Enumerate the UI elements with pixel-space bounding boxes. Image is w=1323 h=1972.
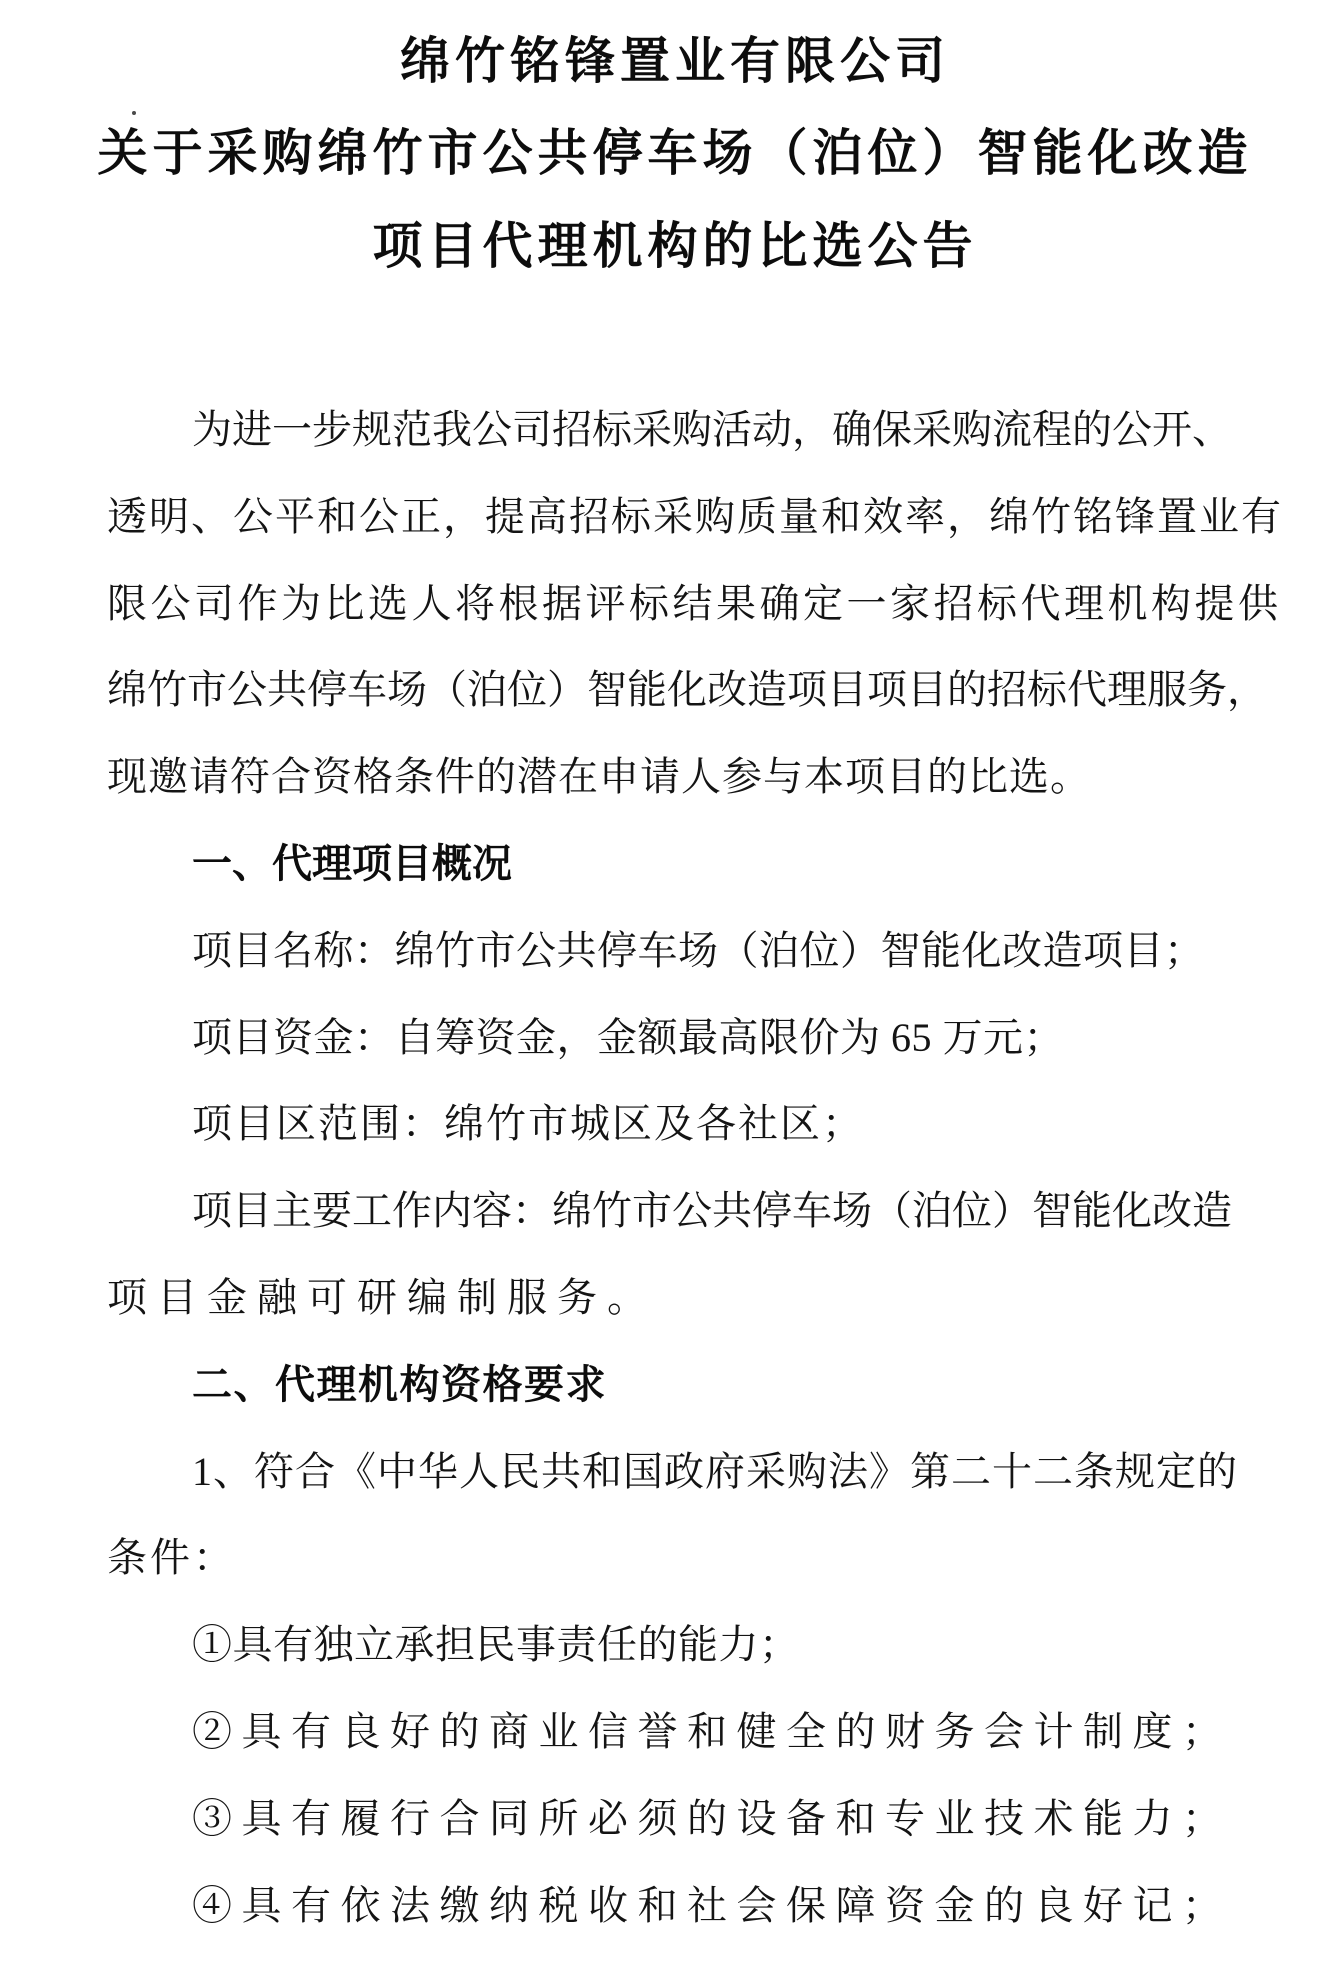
- document-line: 条件：: [107, 1535, 236, 1581]
- document-line: 项目资金：自筹资金，金额最高限价为 65 万元；: [192, 1014, 1064, 1060]
- document-line: 项目金融可研编制服务。: [107, 1275, 657, 1320]
- document-line: 项目名称：绵竹市公共停车场（泊位）智能化改造项目；: [192, 927, 1205, 973]
- document-title-line-2: 关于采购绵竹市公共停车场（泊位）智能化改造: [97, 125, 1253, 181]
- document-heading-line: 一、代理项目概况: [192, 841, 512, 886]
- document-line: 为进一步规范我公司招标采购活动，确保采购流程的公开、: [192, 407, 1232, 452]
- document-line: 现邀请符合资格条件的潜在申请人参与本项目的比选。: [107, 754, 1091, 800]
- document-title-line-1: 绵竹铭锋置业有限公司: [400, 33, 950, 89]
- document-line: ②具有良好的商业信誉和健全的财务会计制度；: [192, 1709, 1232, 1754]
- document-line: ③具有履行合同所必须的设备和专业技术能力；: [192, 1795, 1232, 1841]
- document-line: ①具有独立承担民事责任的能力；: [192, 1622, 800, 1668]
- document-line: 绵竹市公共停车场（泊位）智能化改造项目项目的招标代理服务，: [107, 667, 1267, 713]
- document-line: 限公司作为比选人将根据评标结果确定一家招标代理机构提供: [107, 580, 1282, 626]
- document-line: 项目主要工作内容：绵竹市公共停车场（泊位）智能化改造: [192, 1188, 1232, 1234]
- document-line: 项目区范围：绵竹市城区及各社区；: [192, 1101, 864, 1147]
- document-line: 1、符合《中华人民共和国政府采购法》第二十二条规定的: [192, 1448, 1238, 1494]
- document-heading-line: 二、代理机构资格要求: [192, 1361, 607, 1407]
- document-line: ④具有依法缴纳税收和社会保障资金的良好记；: [192, 1882, 1232, 1928]
- document-title-line-3: 项目代理机构的比选公告: [372, 218, 978, 274]
- scan-artifact-dot: [132, 111, 136, 115]
- document-line: 透明、公平和公正，提高招标采购质量和效率，绵竹铭锋置业有: [107, 493, 1283, 539]
